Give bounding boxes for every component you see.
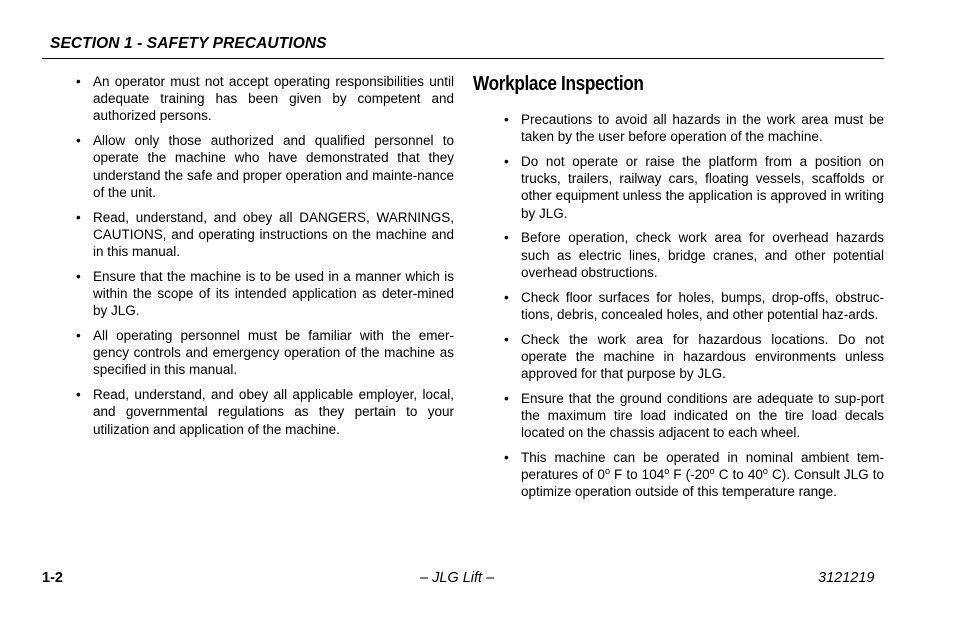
list-item-text: Do not operate or raise the platform from a position on trucks, trailers, railway cars, floating vessels, scaffolds or other equipment unless the application is approved in writing by JLG.: [521, 154, 884, 221]
list-item: [504, 153, 884, 222]
left-column: [76, 73, 454, 445]
temp-text-5: C). Consult JLG to optimize operation outside of this temperature range.: [521, 467, 884, 500]
right-column: [473, 72, 884, 508]
list-item: [504, 289, 884, 323]
list-item-text: Precautions to avoid all hazards in the work area must be taken by the user before operation of the machine.: [521, 112, 884, 145]
bullet-icon: •: [504, 450, 509, 466]
bullet-icon: •: [504, 112, 509, 127]
list-item: [504, 390, 884, 442]
page-number: 1-2: [42, 570, 63, 586]
bullet-icon: •: [76, 268, 81, 284]
list-item-text: Allow only those authorized and qualified personnel to operate the machine who have demonstrated that they understand the safe and proper operation and mainte-nance of the unit.: [93, 133, 454, 200]
degree-symbol: o: [604, 466, 610, 477]
degree-symbol: o: [762, 466, 768, 477]
temp-text-3: F (-20: [669, 467, 710, 483]
bullet-icon: •: [504, 154, 509, 169]
list-item-text: An operator must not accept operating responsibilities until adequate training has been given by competent and authorized persons.: [93, 74, 454, 124]
bullet-icon: •: [504, 390, 509, 406]
temperature-list-item: [504, 449, 884, 501]
list-item: [76, 209, 454, 261]
list-item: [504, 111, 884, 145]
list-item-text: All operating personnel must be familiar with the emer-gency controls and emergency operation of the machine as specified in this manual.: [93, 328, 454, 378]
bullet-icon: •: [76, 133, 81, 149]
workplace-inspection-heading: Workplace Inspection: [473, 73, 644, 95]
degree-symbol: o: [709, 466, 715, 477]
right-bullet-list: [504, 111, 884, 501]
list-item-text: Read, understand, and obey all DANGERS, WARNINGS, CAUTIONS, and operating instructions on the machine and in this manual.: [93, 209, 454, 260]
list-item: [76, 73, 454, 125]
list-item: [76, 132, 454, 201]
temp-text-2: F to 104: [609, 467, 665, 483]
footer-title: – JLG Lift –: [420, 570, 495, 586]
list-item-text: Ensure that the ground conditions are adequate to sup-port the maximum tire load indicated on the tire load decals located on the chassis adjacent to each wheel.: [521, 390, 884, 441]
list-item: [76, 386, 454, 438]
bullet-icon: •: [504, 230, 509, 246]
list-item-text: Check the work area for hazardous locations. Do not operate the machine in hazardous environments unless approved for that purpose by JLG.: [521, 331, 884, 382]
list-item-text: Ensure that the machine is to be used in a manner which is within the scope of its intended application as deter-mined by JLG.: [93, 268, 454, 319]
list-item: [504, 331, 884, 383]
bullet-icon: •: [76, 328, 81, 344]
document-number: 3121219: [818, 570, 875, 586]
temp-text-1: This machine can be operated in nominal ambient tem-peratures of 0: [521, 450, 884, 483]
section-header: SECTION 1 - SAFETY PRECAUTIONS: [50, 35, 327, 52]
list-item-text: Before operation, check work area for overhead hazards such as electric lines, bridge cranes, and other potential overhead obstructions.: [521, 230, 884, 280]
temp-text-4: C to 40: [714, 467, 763, 483]
list-item: [504, 229, 884, 281]
list-item: [76, 327, 454, 379]
list-item-text: Read, understand, and obey all applicable employer, local, and governmental regulations as they pertain to your utilization and application of the machine.: [93, 387, 454, 437]
bullet-icon: •: [76, 209, 81, 225]
bullet-icon: •: [76, 74, 81, 89]
list-item-text: Check floor surfaces for holes, bumps, drop-offs, obstruc-tions, debris, concealed holes, and other potential haz-ards.: [521, 289, 884, 322]
bullet-icon: •: [504, 331, 509, 347]
bullet-icon: •: [504, 289, 509, 305]
degree-symbol: o: [664, 466, 670, 477]
header-rule: [42, 58, 884, 59]
bullet-icon: •: [76, 387, 81, 403]
left-bullet-list: [76, 73, 454, 438]
list-item: [76, 268, 454, 320]
